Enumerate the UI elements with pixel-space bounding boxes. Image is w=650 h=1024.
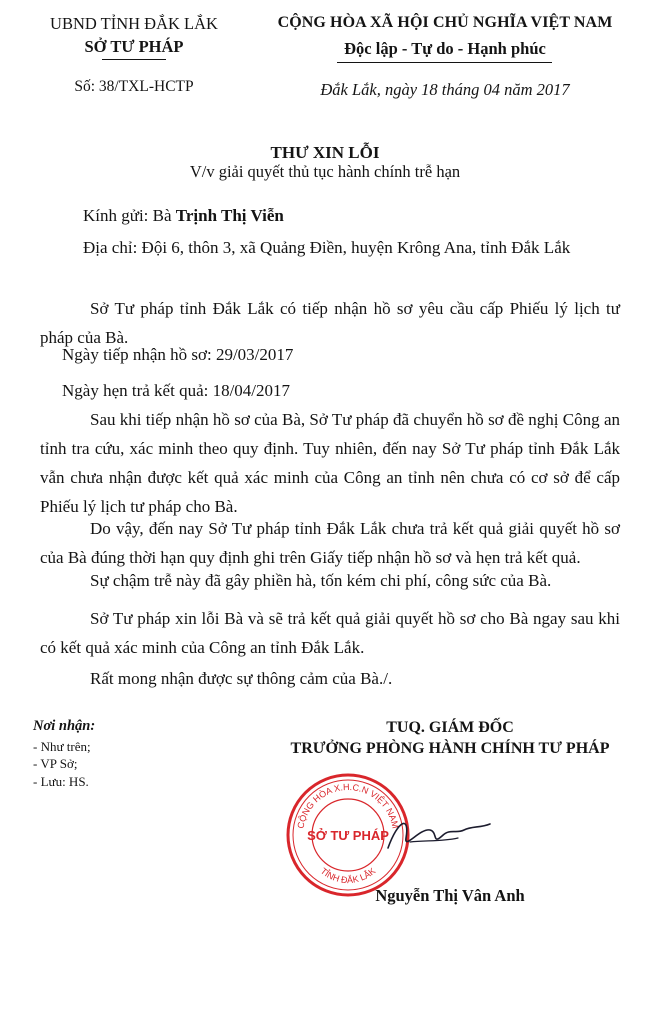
paragraph-consequence: Do vậy, đến nay Sở Tư pháp tỉnh Đắk Lắk chưa trả kết quả giải quyết hồ sơ của Bà đúng thời hạn quy định ghi trên Giấy tiếp nhận hồ sơ và hẹn trả kết quả. (40, 519, 620, 567)
handwritten-signature (380, 790, 500, 870)
signature-title: TRƯỞNG PHÒNG HÀNH CHÍNH TƯ PHÁP (290, 740, 610, 757)
stamp-center-text: SỞ TƯ PHÁP (307, 828, 389, 843)
paragraph-inconvenience: Sự chậm trễ này đã gây phiền hà, tốn kém chi phí, công sức của Bà. (90, 571, 552, 590)
salutation-prefix: Kính gửi: Bà (83, 206, 176, 225)
recipient-name: Trịnh Thị Viễn (175, 206, 284, 225)
stamp-bottom-text: TỈNH ĐẮK LẮK (318, 865, 378, 886)
recipient-address: Địa chỉ: Đội 6, thôn 3, xã Quảng Điền, huyện Krông Ana, tỉnh Đắk Lắk (83, 238, 571, 257)
national-title: CỘNG HÒA XÃ HỘI CHỦ NGHĨA VIỆT NAM (277, 14, 613, 31)
agency-name-text: SỞ TƯ PHÁP (84, 37, 184, 56)
recipients-heading: Nơi nhận: (33, 718, 96, 734)
agency-underline (102, 59, 166, 60)
place-date: Đắk Lắk, ngày 18 tháng 04 năm 2017 (320, 80, 570, 99)
recipient-item: - Như trên; (33, 739, 91, 754)
recipient-item: - Lưu: HS. (33, 774, 89, 789)
agency-name (44, 37, 224, 57)
signature-authority: TUQ. GIÁM ĐỐC (386, 719, 514, 736)
national-motto: Độc lập - Tự do - Hạnh phúc (344, 39, 546, 58)
return-date: Ngày hẹn trả kết quả: 18/04/2017 (62, 381, 291, 400)
stamp-top-text: CỘNG HÒA X.H.C.N VIỆT NAM (295, 781, 401, 830)
document-number: Số: 38/TXL-HCTP (74, 78, 194, 95)
motto-underline (337, 62, 552, 63)
signer-name: Nguyễn Thị Vân Anh (375, 886, 525, 905)
paragraph-apology: Sở Tư pháp xin lỗi Bà và sẽ trả kết quả giải quyết hồ sơ cho Bà ngay sau khi có kết quả xác minh của Công an tỉnh Đắk Lắk. (40, 609, 620, 657)
paragraph-closing: Rất mong nhận được sự thông cảm của Bà./. (90, 669, 393, 688)
recipient-item: - VP Sở; (33, 756, 78, 771)
paragraph-explanation: Sau khi tiếp nhận hồ sơ của Bà, Sở Tư pháp đã chuyển hồ sơ đề nghị Công an tỉnh tra cứu, xác minh theo quy định. Tuy nhiên, đến nay Sở Tư pháp tỉnh Đắk Lắk vẫn chưa nhận được kết quả xác minh của Công an tỉnh nên chưa có cơ sở để cấp Phiếu lý lịch tư pháp cho Bà. (40, 410, 620, 516)
received-date: Ngày tiếp nhận hồ sơ: 29/03/2017 (62, 345, 294, 364)
letter-subject: V/v giải quyết thủ tục hành chính trễ hạn (189, 162, 461, 181)
paragraph-intro: Sở Tư pháp tỉnh Đắk Lắk có tiếp nhận hồ sơ yêu cầu cấp Phiếu lý lịch tư pháp của Bà. (40, 299, 620, 347)
agency-parent: UBND TỈNH ĐẮK LẮK (50, 14, 218, 33)
salutation (83, 206, 284, 226)
letter-title: THƯ XIN LỖI (270, 143, 380, 162)
